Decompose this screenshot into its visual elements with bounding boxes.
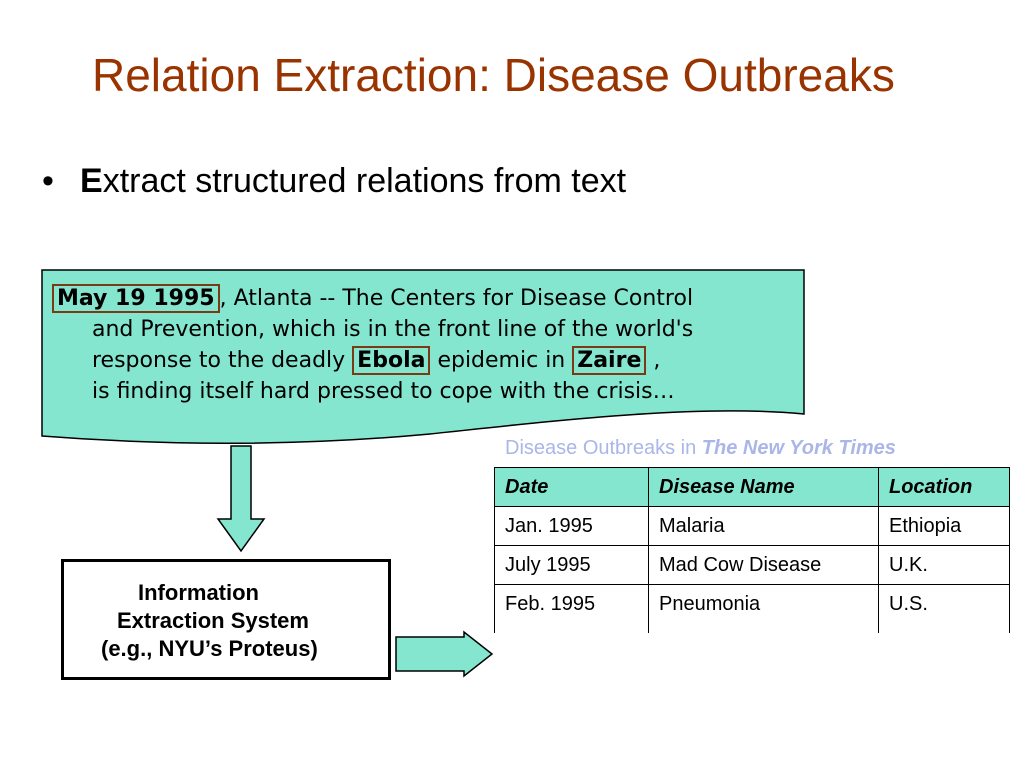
disease-highlight: Ebola xyxy=(352,346,430,375)
down-arrow xyxy=(218,446,264,551)
date-highlight: May 19 1995 xyxy=(52,284,220,313)
table-row xyxy=(495,507,1010,546)
article-line-3-middle: epidemic in xyxy=(430,348,573,373)
system-box-line-2: Extraction System xyxy=(117,608,309,633)
cell-location: Ethiopia xyxy=(879,507,1010,546)
information-extraction-system-box xyxy=(61,559,391,680)
table-row xyxy=(495,546,1010,585)
cell-disease: Mad Cow Disease xyxy=(649,546,879,585)
caption-prefix: Disease Outbreaks in xyxy=(505,437,702,459)
article-line-2: and Prevention, which is in the front line of the world's xyxy=(92,317,694,342)
system-box-line-1: Information xyxy=(138,580,259,605)
caption-source: The New York Times xyxy=(701,437,896,459)
bullet-text: xtract structured relations from text xyxy=(102,162,627,200)
right-arrow xyxy=(396,632,492,676)
table-caption xyxy=(505,437,896,460)
article-line-3-end: , xyxy=(646,348,661,373)
cell-location: U.K. xyxy=(879,546,1010,585)
cell-disease: Malaria xyxy=(649,507,879,546)
bullet-marker: • xyxy=(42,162,54,200)
cell-disease: Pneumonia xyxy=(649,585,879,634)
bullet-first-letter: E xyxy=(80,162,103,200)
article-line-4: is finding itself hard pressed to cope with the crisis… xyxy=(92,379,675,404)
header-location: Location xyxy=(879,468,1010,507)
disease-outbreaks-table xyxy=(494,467,1010,633)
article-line-3 xyxy=(52,345,693,376)
table-row xyxy=(495,585,1010,634)
cell-date: Jan. 1995 xyxy=(495,507,649,546)
table-header-row xyxy=(495,468,1010,507)
system-box-line-3: (e.g., NYU’s Proteus) xyxy=(101,636,318,661)
article-line-3-start: response to the deadly xyxy=(92,348,353,373)
header-date: Date xyxy=(495,468,649,507)
slide-title: Relation Extraction: Disease Outbreaks xyxy=(92,49,895,101)
cell-location: U.S. xyxy=(879,585,1010,634)
cell-date: Feb. 1995 xyxy=(495,585,649,634)
article-line-1-text: , Atlanta -- The Centers for Disease Control xyxy=(219,286,694,311)
news-article-text xyxy=(52,283,693,407)
location-highlight: Zaire xyxy=(572,346,646,375)
header-disease-name: Disease Name xyxy=(649,468,879,507)
article-line-1 xyxy=(52,283,693,314)
cell-date: July 1995 xyxy=(495,546,649,585)
